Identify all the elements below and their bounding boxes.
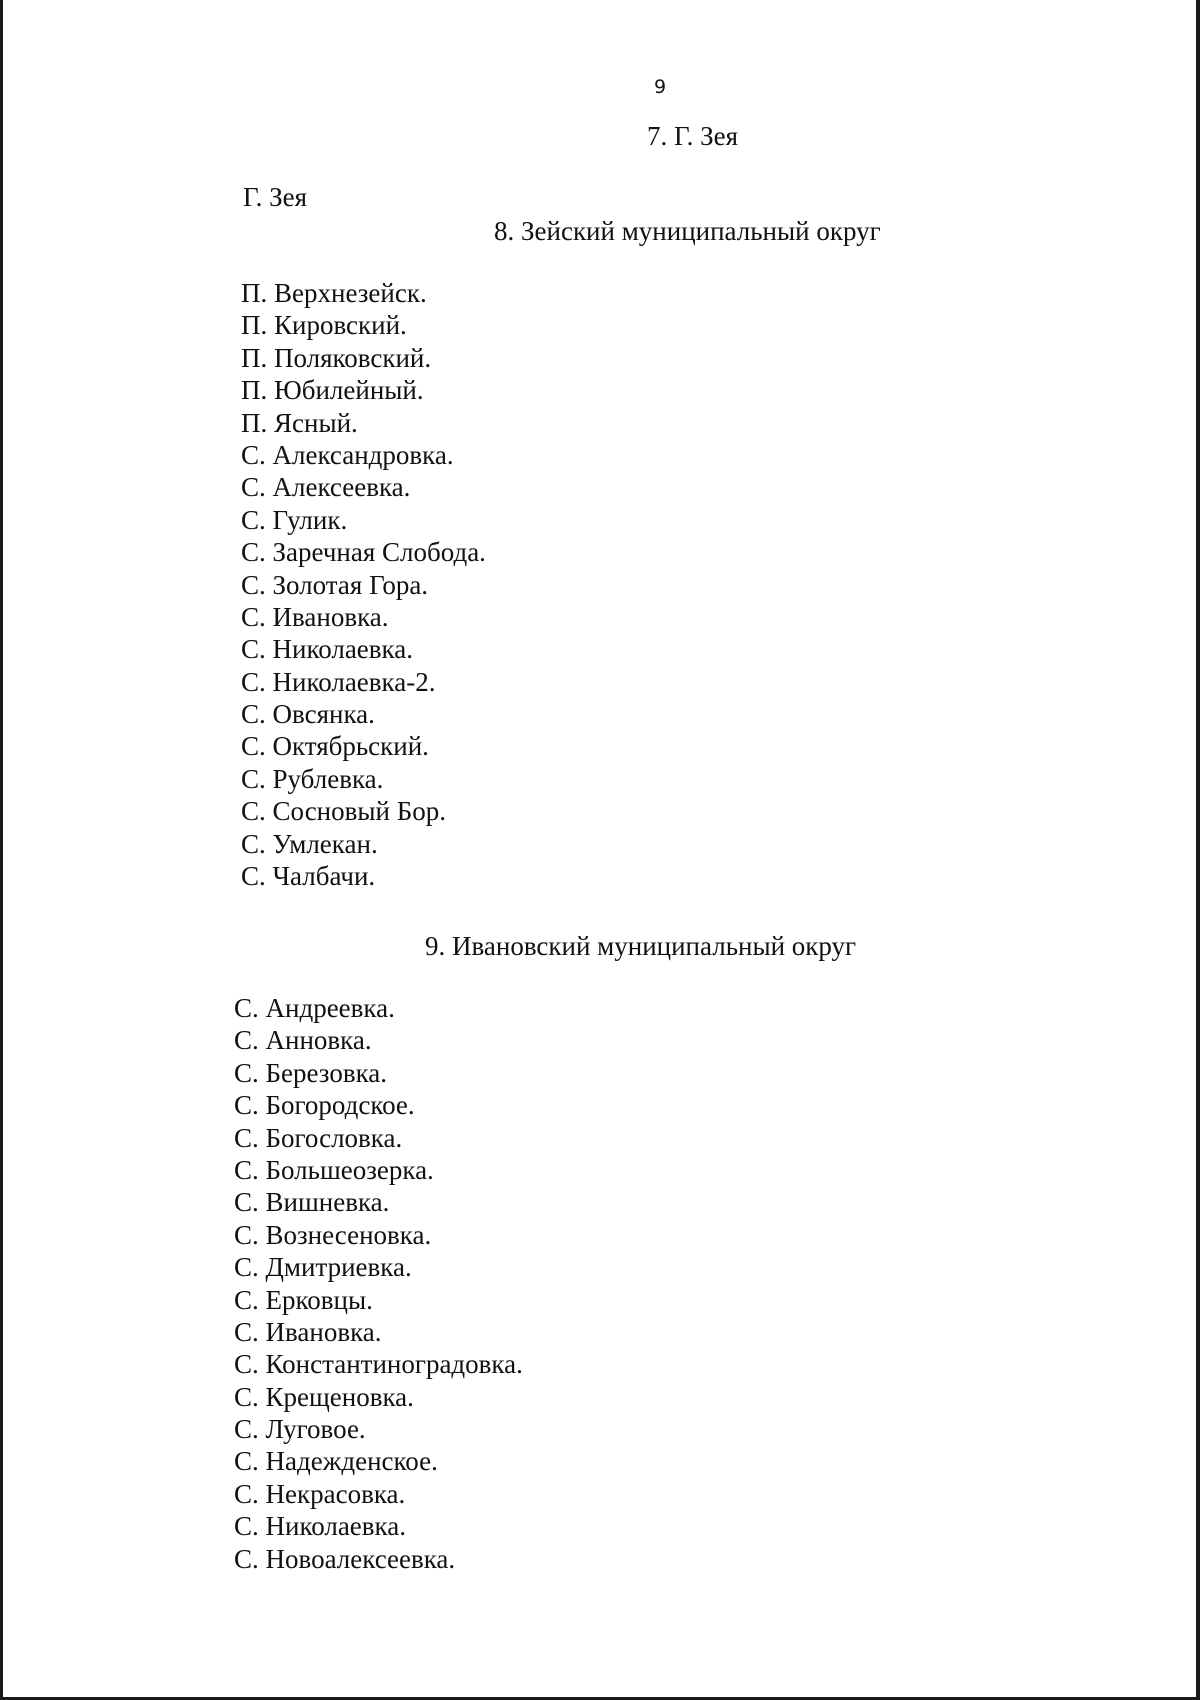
settlement-list-zeysky [241, 277, 486, 892]
list-item: П. Поляковский. [241, 342, 432, 373]
list-item: С. Ерковцы. [234, 1284, 373, 1315]
list-item: С. Николаевка. [234, 1511, 406, 1542]
list-item: С. Золотая Гора. [241, 569, 429, 600]
settlement-list-ivanovsky [234, 992, 523, 1575]
scan-edge-right [1196, 0, 1200, 1700]
list-item: С. Дмитриевка. [234, 1252, 412, 1283]
list-item: С. Новоалексеевка. [234, 1543, 456, 1574]
list-item: С. Сосновый Бор. [241, 796, 446, 827]
scan-edge-left [0, 0, 3, 1700]
section-heading-ivanovsky: 9. Ивановский муниципальный округ [425, 931, 857, 961]
list-item: П. Юбилейный. [241, 375, 424, 406]
list-item: С. Богородское. [234, 1090, 415, 1121]
page-number: 9 [653, 76, 667, 98]
list-item: С. Рублевка. [241, 763, 384, 794]
list-item: С. Овсянка. [241, 699, 375, 730]
list-item: С. Умлекан. [241, 828, 378, 859]
list-item: Г. Зея [243, 182, 307, 212]
list-item: С. Анновка. [234, 1025, 372, 1056]
list-item: П. Ясный. [241, 407, 358, 438]
list-item: С. Николаевка-2. [241, 666, 436, 697]
list-item: С. Николаевка. [241, 634, 413, 665]
list-item: С. Богословка. [234, 1122, 403, 1153]
list-item: С. Заречная Слобода. [241, 537, 486, 568]
list-item: П. Кировский. [241, 310, 407, 341]
list-item: С. Вознесеновка. [234, 1219, 432, 1250]
list-item: П. Верхнезейск. [241, 278, 427, 308]
list-item: С. Березовка. [234, 1057, 388, 1088]
list-item: С. Чалбачи. [241, 861, 376, 892]
list-item: С. Ивановка. [234, 1316, 382, 1347]
list-item: С. Александровка. [241, 439, 454, 470]
list-item: С. Гулик. [241, 504, 348, 535]
section-heading-zeya: 7. Г. Зея [647, 121, 738, 151]
list-item: С. Алексеевка. [241, 472, 411, 503]
list-item: С. Надежденское. [234, 1446, 438, 1477]
list-item: С. Константиноградовка. [234, 1349, 523, 1380]
list-item: С. Вишневка. [234, 1187, 390, 1218]
list-item: С. Луговое. [234, 1414, 366, 1445]
list-item: С. Ивановка. [241, 601, 389, 632]
list-item: С. Крещеновка. [234, 1381, 414, 1412]
section-heading-zeysky: 8. Зейский муниципальный округ [494, 216, 881, 246]
list-item: С. Андреевка. [234, 993, 395, 1023]
list-item: С. Некрасовка. [234, 1478, 406, 1509]
list-item: С. Октябрьский. [241, 731, 429, 762]
list-item: С. Большеозерка. [234, 1154, 434, 1185]
